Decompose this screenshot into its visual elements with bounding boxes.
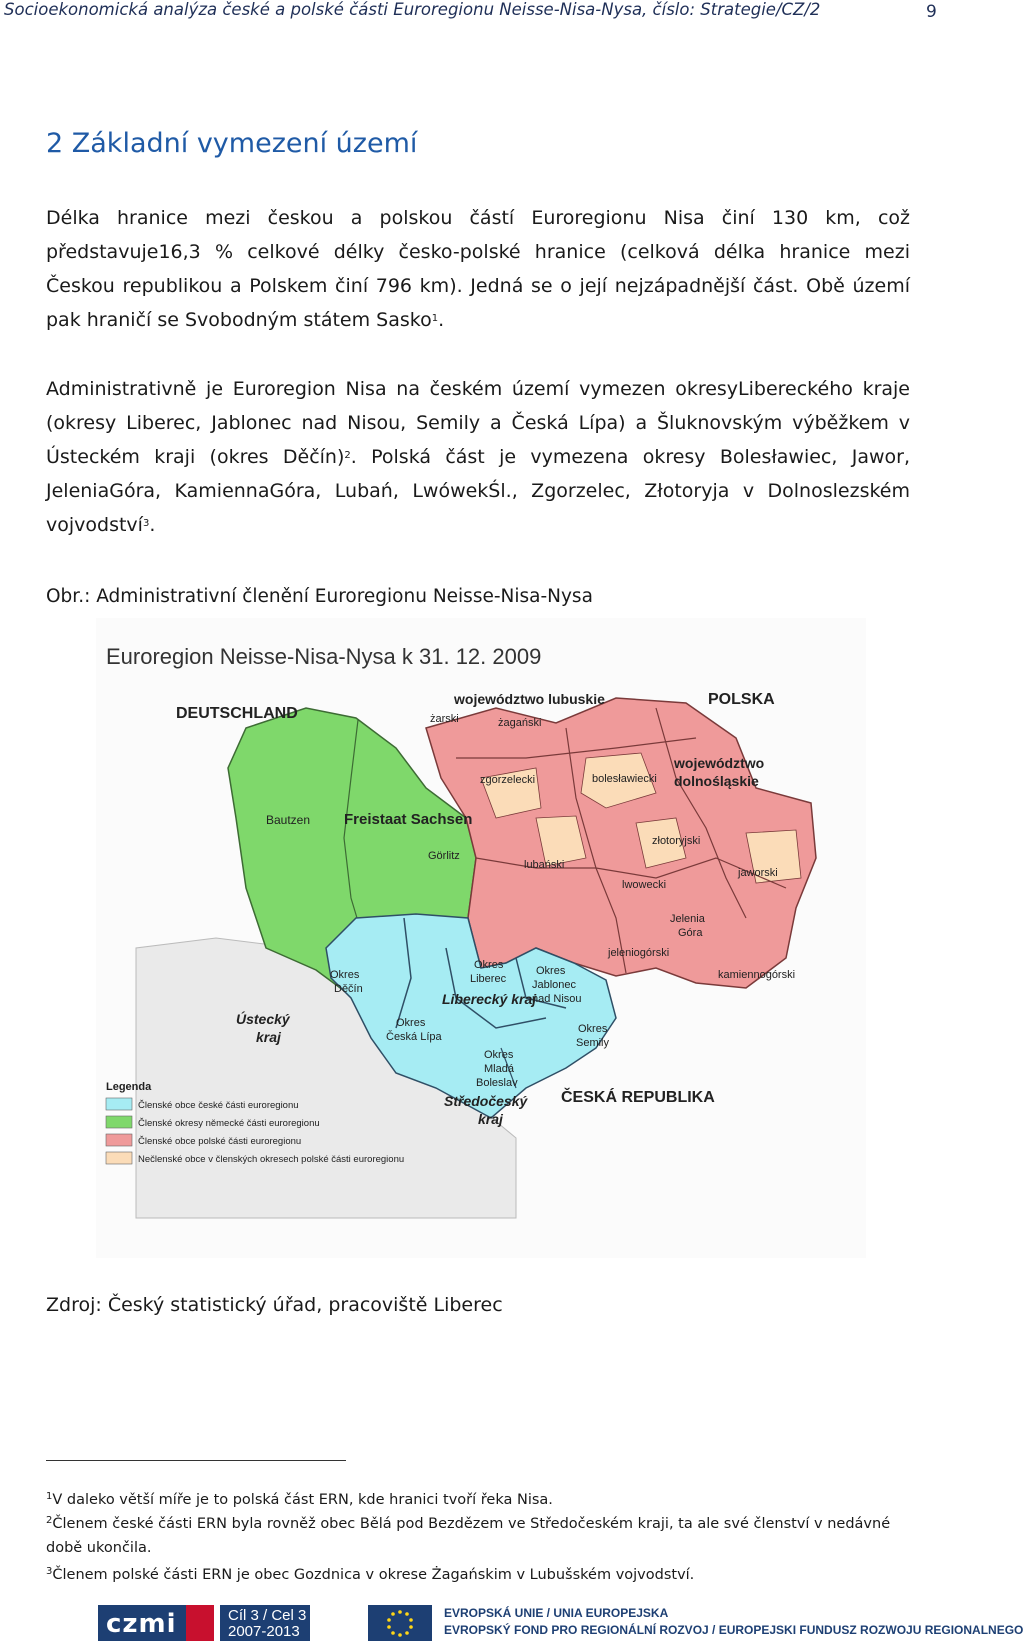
label-zlotoryjski: złotoryjski <box>652 835 701 847</box>
paragraph-administrative <box>46 372 910 542</box>
label-stredocesky-kraj: kraj <box>478 1111 503 1127</box>
paragraph-end: . <box>438 309 445 331</box>
legend-title: Legenda <box>106 1081 152 1093</box>
label-lwowecki: lwowecki <box>622 879 667 891</box>
eu-line1: EVROPSKÁ UNIE / UNIA EUROPEJSKA <box>444 1606 669 1620</box>
figure-caption: Obr.: Administrativní členění Euroregionu Neisse-Nisa-Nysa <box>46 586 593 607</box>
legend-label-german: Členské okresy německé části euroregionu <box>138 1118 320 1129</box>
label-liberecky-kraj: Liberecký kraj <box>442 991 537 1007</box>
footnote-marker: 1 <box>46 1491 53 1502</box>
paragraph-text: Administrativně je Euroregion Nisa na českém území vymezen okresyLibereckého kraje (okresy Liberec, Jablonec nad Nisou, Semily a Česká Lípa) a Šluknovským výběžkem v Ústeckém kraji (okres Děčín) <box>46 378 910 468</box>
label-decin: Děčín <box>334 983 363 995</box>
cil3-line2: 2007-2013 <box>228 1623 300 1640</box>
label-okres-jablonec: Okres <box>536 965 566 977</box>
label-jaworski: jaworski <box>738 867 778 879</box>
footnote-divider <box>46 1460 346 1461</box>
footnote-ref-1[interactable]: 1 <box>431 313 439 324</box>
cil3-logo <box>220 1605 310 1641</box>
cil3-logo-text <box>228 1608 306 1640</box>
figure-source: Zdroj: Český statistický úřad, pracoviště Liberec <box>46 1294 503 1316</box>
label-polska: POLSKA <box>708 691 775 708</box>
map-title: Euroregion Neisse-Nisa-Nysa k 31. 12. 2009 <box>106 644 542 669</box>
label-ceska-republika: ČESKÁ REPUBLIKA <box>561 1089 715 1106</box>
label-ceska-lipa: Česká Lípa <box>386 1031 442 1043</box>
label-nad-nisou: nad Nisou <box>532 993 582 1005</box>
label-ustecky-kraj: kraj <box>256 1029 281 1045</box>
label-gorlitz: Görlitz <box>428 850 460 862</box>
label-boleslawiecki: bolesławiecki <box>592 773 657 785</box>
label-zgorzelecki: zgorzelecki <box>480 774 536 786</box>
label-okres-liberec: Okres <box>474 959 504 971</box>
label-deutschland: DEUTSCHLAND <box>176 705 298 722</box>
paragraph-border-length <box>46 201 910 337</box>
legend-swatch-nonmember <box>106 1152 132 1164</box>
label-okres-decin: Okres <box>330 969 360 981</box>
eu-fund-text <box>444 1605 1023 1639</box>
section-heading: 2 Základní vymezení území <box>46 128 418 159</box>
label-woj-dolnoslaskie: województwo <box>674 755 765 771</box>
map-svg <box>96 618 866 1258</box>
label-bautzen: Bautzen <box>266 813 311 827</box>
label-zarski: żarski <box>430 713 459 725</box>
legend-swatch-czech <box>106 1098 132 1110</box>
footnote-ref-2[interactable]: 2 <box>344 450 351 461</box>
label-kamiennogorski: kamiennogórski <box>718 969 796 981</box>
label-ustecky: Ústecký <box>236 1011 290 1027</box>
label-freistaat: Freistaat Sachsen <box>344 811 473 828</box>
label-woj-dolnoslaskie-2: dolnośląskie <box>674 773 759 789</box>
footnote-marker: 2 <box>46 1515 53 1526</box>
label-mlada: Mladá <box>484 1063 514 1075</box>
paragraph-text: Délka hranice mezi českou a polskou částí Euroregionu Nisa činí 130 km, což představuje16,3 % celkové délky česko-polské hranice (celková délka hranice mezi Českou republikou a Polskem činí 796 km). Jedná se o její nejzápadnější část. Obě území pak hraničí se Svobodným státem Sasko <box>46 207 910 331</box>
footnote-3 <box>46 1563 916 1587</box>
label-okres-mb: Okres <box>484 1049 514 1061</box>
footnote-1 <box>46 1488 916 1512</box>
cil3-line1: Cíl 3 / Cel 3 <box>228 1607 307 1624</box>
legend-label-nonmember: Nečlenské obce v členských okresech polské části euroregionu <box>138 1154 405 1165</box>
footnote-text: V daleko větší míře je to polská část ERN, kde hranici tvoří řeka Nisa. <box>52 1492 553 1508</box>
legend-label-polish: Členské obce polské části euroregionu <box>138 1136 302 1147</box>
eu-line2: EVROPSKÝ FOND PRO REGIONÁLNÍ ROZVOJ / EUROPEJSKI FUNDUSZ ROZWOJU REGIONALNEGO <box>444 1623 1023 1637</box>
label-okres-semily: Okres <box>578 1023 608 1035</box>
label-okres-cl: Okres <box>396 1017 426 1029</box>
legend-swatch-polish <box>106 1134 132 1146</box>
paragraph-end: . <box>149 514 156 536</box>
paragraph-text: . Polská část je vymezena okresy Bolesławiec, Jawor, JeleniaGóra, KamiennaGóra, Lubań, LwówekŚl., Zgorzelec, Złotoryja v Dolnoslezském vojvodství <box>46 446 910 536</box>
label-jablonec: Jablonec <box>532 979 577 991</box>
label-zaganski: żagański <box>498 717 542 729</box>
czmi-logo-text: czmi <box>106 1609 177 1639</box>
label-woj-lubuskie: województwo lubuskie <box>454 691 605 707</box>
label-stredocesky: Středočeský <box>444 1093 528 1109</box>
footnote-ref-3[interactable]: 3 <box>142 518 150 529</box>
label-liberec: Liberec <box>470 973 507 985</box>
footer-logos <box>98 1599 1023 1645</box>
footnote-text: Členem české části ERN byla rovněž obec Bělá pod Bezdězem ve Středočeském kraji, ta ale své členství v nedávné době ukončila. <box>46 1516 891 1556</box>
legend-label-czech: Členské obce české části euroregionu <box>138 1100 299 1111</box>
footnote-marker: 3 <box>46 1566 53 1577</box>
label-boleslav: Boleslav <box>476 1077 518 1089</box>
label-jelenia: Jelenia <box>670 913 705 925</box>
eu-flag-icon <box>368 1605 432 1641</box>
czmi-logo <box>98 1605 214 1641</box>
legend-swatch-german <box>106 1116 132 1128</box>
label-lubanski: lubański <box>524 859 565 871</box>
label-semily: Semily <box>576 1037 610 1049</box>
label-gora: Góra <box>678 927 703 939</box>
footnote-2 <box>46 1512 916 1560</box>
label-jeleniogorski: jeleniogórski <box>608 947 670 959</box>
footnote-text: Členem polské části ERN je obec Gozdnica v okrese Żagańskim v Lubušském vojvodství. <box>52 1567 695 1583</box>
page-number: 9 <box>926 2 937 22</box>
czmi-logo-accent <box>186 1605 214 1641</box>
euroregion-map <box>96 618 866 1258</box>
running-header: Socioekonomická analýza české a polské části Euroregionu Neisse-Nisa-Nysa, číslo: Strategie/CZ/2 <box>4 0 821 19</box>
